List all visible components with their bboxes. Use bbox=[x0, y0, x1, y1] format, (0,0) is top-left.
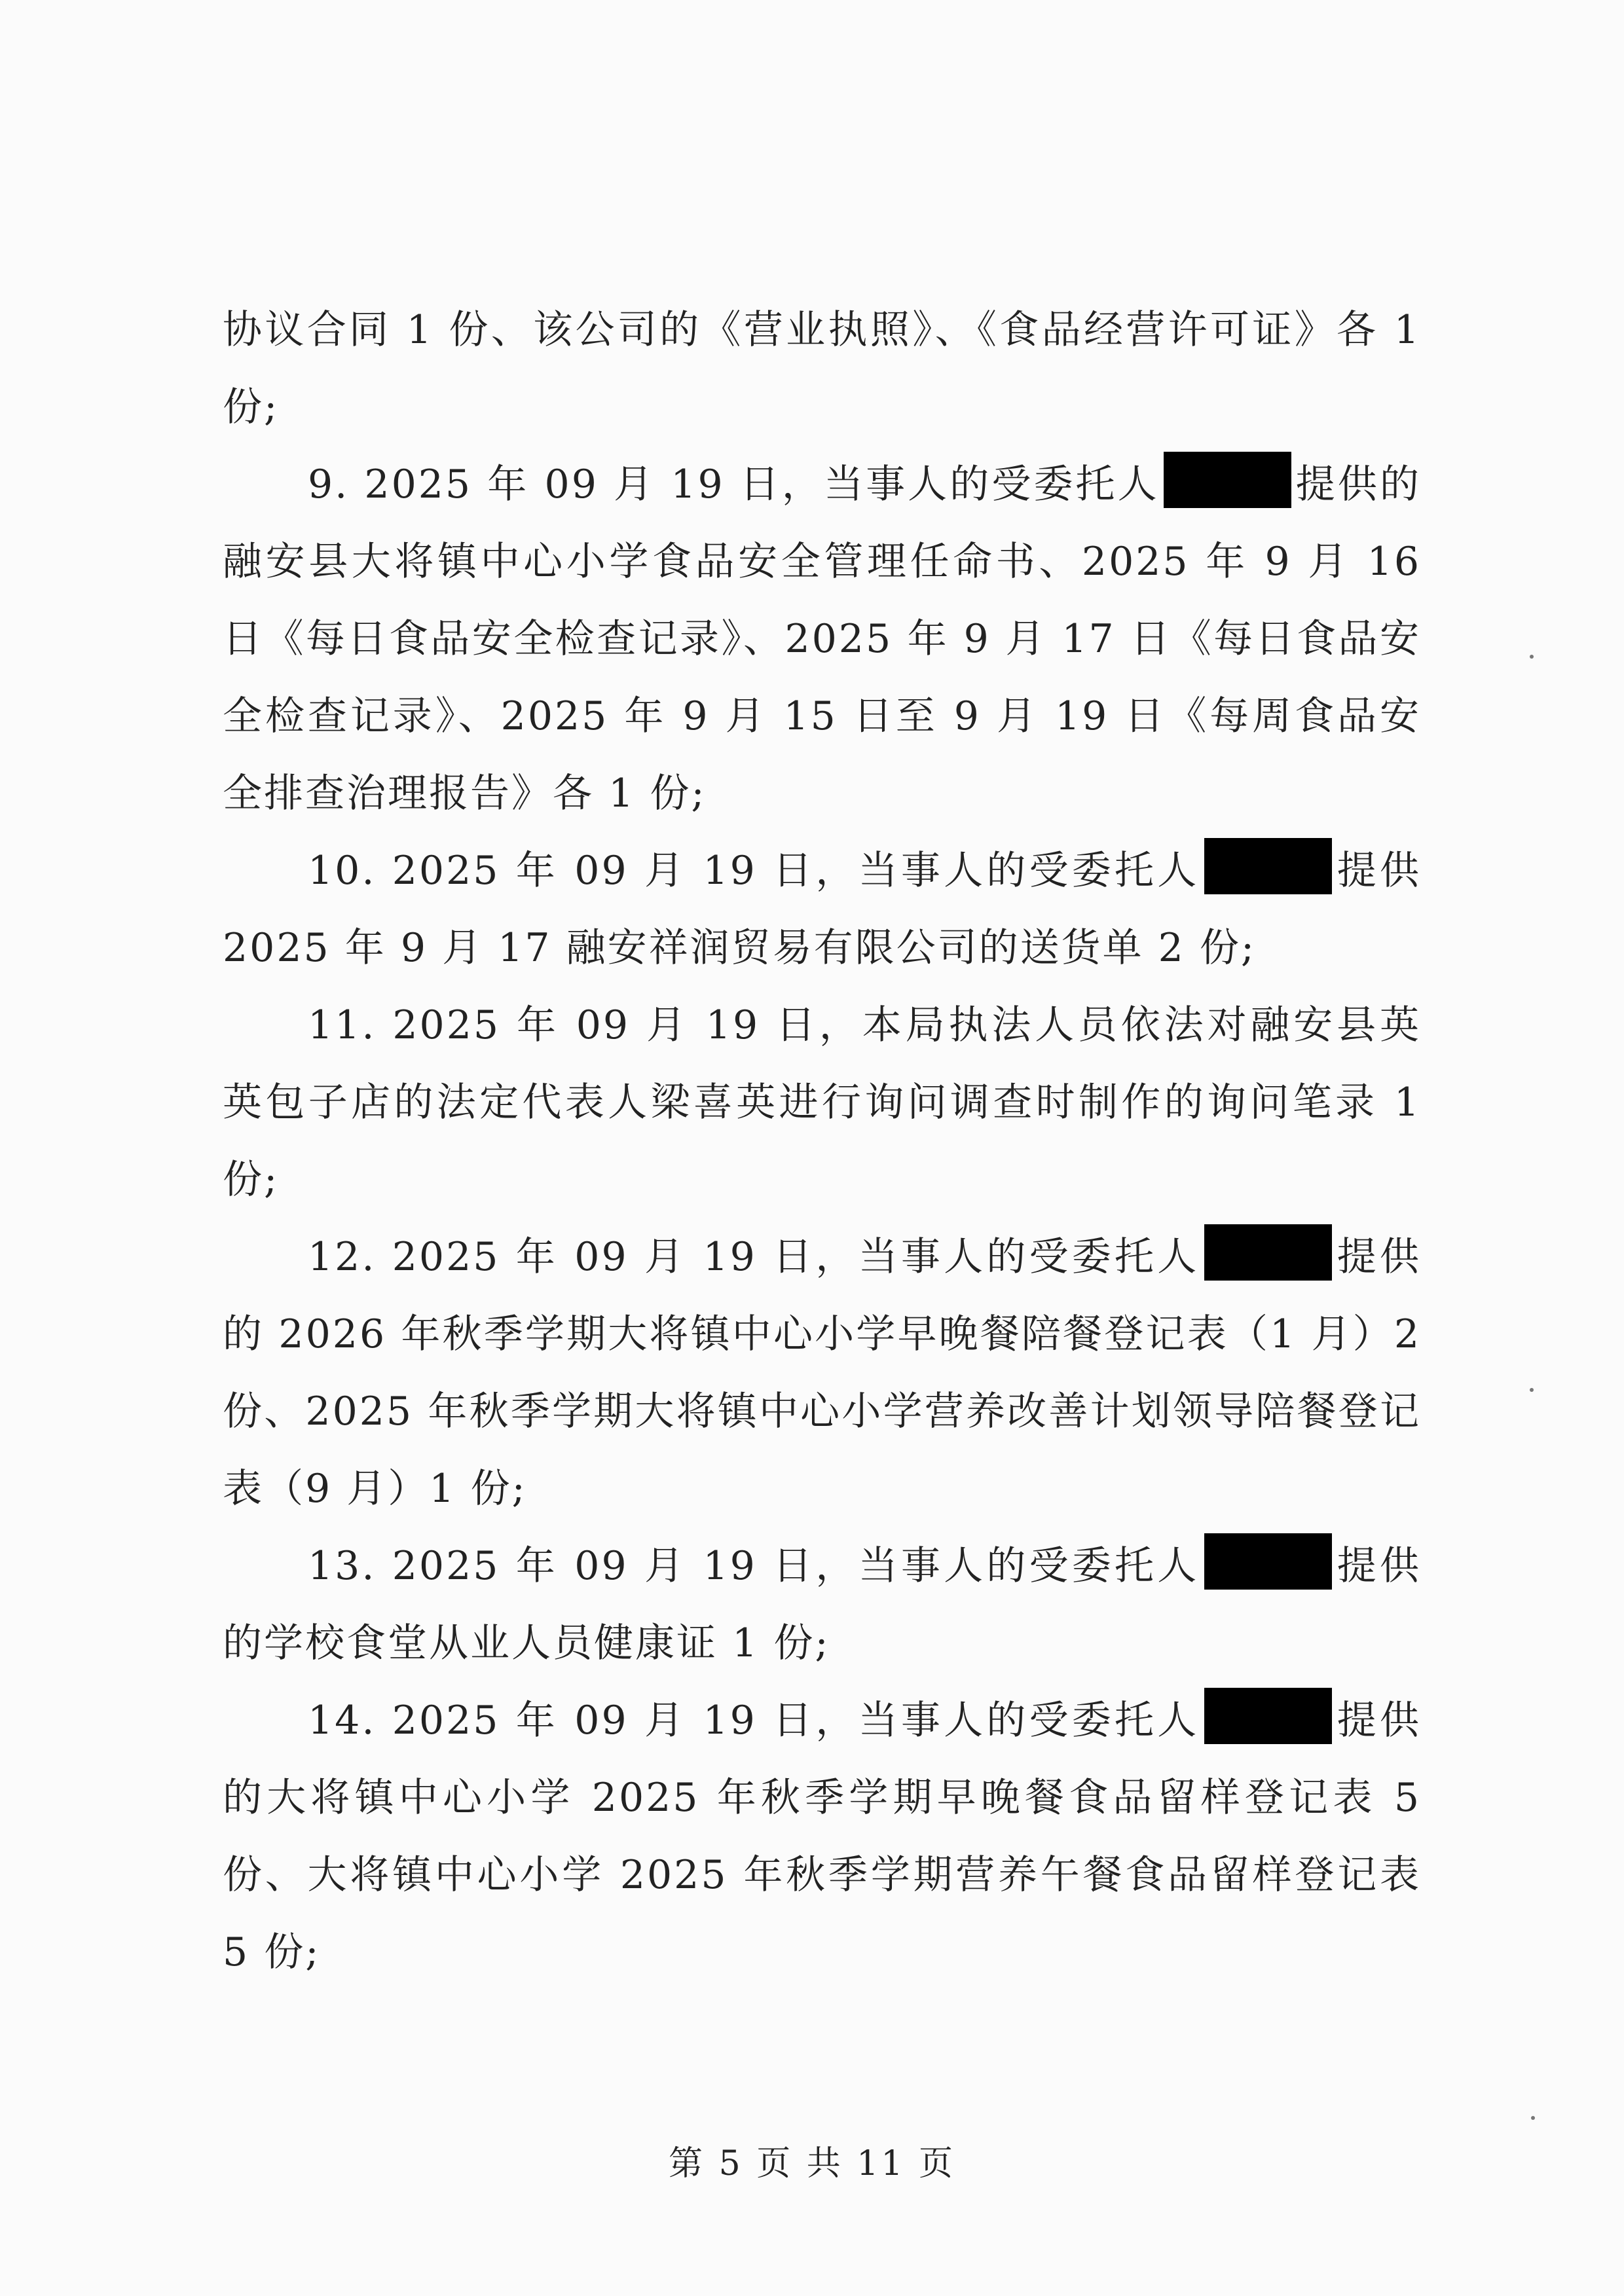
paragraph-text: 13. 2025 年 09 月 19 日，当事人的受委托人 bbox=[308, 1543, 1200, 1589]
paragraph-text: 11. 2025 年 09 月 19 日，本局执法人员依法对融安县英英包子店的法定代表人梁喜英进行询问调查时制作的询问笔录 1 份; bbox=[223, 1002, 1421, 1203]
evidence-item-13 bbox=[223, 1527, 1421, 1682]
scan-speck bbox=[1531, 2116, 1535, 2120]
evidence-item-9 bbox=[223, 446, 1421, 832]
paragraph-text: 提供的 2026 年秋季学期大将镇中心小学早晚餐陪餐登记表（1 月）2 份、2025 年秋季学期大将镇中心小学营养改善计划领导陪餐登记表（9 月）1 份; bbox=[223, 1234, 1422, 1512]
evidence-item-10 bbox=[223, 832, 1421, 987]
paragraph-text: 提供 2025 年 9 月 17 融安祥润贸易有限公司的送货单 2 份; bbox=[223, 848, 1422, 971]
evidence-item-12 bbox=[223, 1218, 1421, 1527]
scan-speck bbox=[1530, 1388, 1534, 1392]
paragraph-text: 10. 2025 年 09 月 19 日，当事人的受委托人 bbox=[308, 848, 1200, 894]
paragraph-text: 提供的融安县大将镇中心小学食品安全管理任命书、2025 年 9 月 16 日《每日食品安全检查记录》、2025 年 9 月 17 日《每日食品安全检查记录》、2025 年 9 月 15 日至 9 月 19 日《每周食品安全排查治理报告》各 1 份; bbox=[223, 462, 1421, 816]
paragraph-text: 提供的学校食堂从业人员健康证 1 份; bbox=[223, 1543, 1422, 1666]
paragraph-text: 9. 2025 年 09 月 19 日，当事人的受委托人 bbox=[308, 462, 1160, 507]
paragraph-text: 14. 2025 年 09 月 19 日，当事人的受委托人 bbox=[308, 1698, 1200, 1743]
evidence-item-8-continuation bbox=[223, 291, 1421, 446]
paragraph-text: 协议合同 1 份、该公司的《营业执照》、《食品经营许可证》各 1 份; bbox=[223, 307, 1421, 430]
evidence-item-11 bbox=[223, 987, 1421, 1218]
evidence-item-14 bbox=[223, 1682, 1421, 1991]
paragraph-text: 12. 2025 年 09 月 19 日，当事人的受委托人 bbox=[308, 1234, 1200, 1280]
scan-speck bbox=[1530, 655, 1534, 659]
redacted-name bbox=[1164, 452, 1291, 508]
redacted-name bbox=[1204, 838, 1332, 894]
page-number: 第 5 页 共 11 页 bbox=[669, 2144, 955, 2183]
redacted-name bbox=[1204, 1224, 1332, 1281]
redacted-name bbox=[1204, 1688, 1332, 1744]
paragraph-text: 提供的大将镇中心小学 2025 年秋季学期早晚餐食品留样登记表 5 份、大将镇中心小学 2025 年秋季学期营养午餐食品留样登记表 5 份; bbox=[223, 1698, 1422, 1975]
redacted-name bbox=[1204, 1533, 1332, 1590]
document-body bbox=[223, 291, 1421, 1991]
